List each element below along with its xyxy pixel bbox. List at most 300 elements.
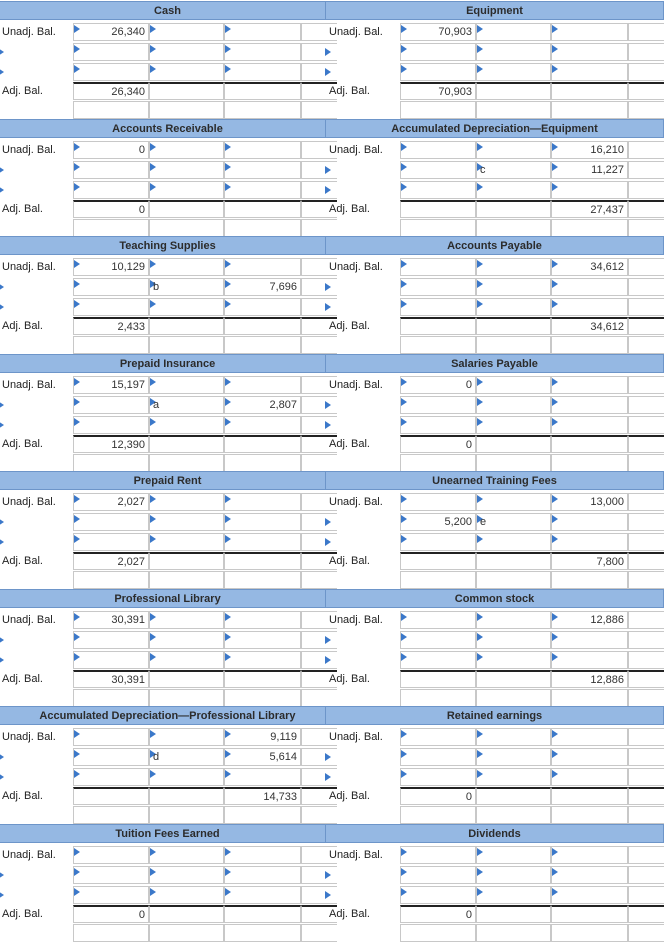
- prepaid-rent-adj-entry-c2-input[interactable]: [149, 513, 224, 531]
- accounts-payable-adj-entry-c3-input[interactable]: [551, 278, 628, 296]
- dividends-adj-entry2-c3-input[interactable]: [551, 886, 628, 904]
- dividends-unadj-c3-input[interactable]: [551, 846, 628, 864]
- tuition-fees-earned-adjbal-c1-input[interactable]: [73, 905, 149, 923]
- unearned-training-fees-adj-entry-c1-input[interactable]: [400, 513, 476, 531]
- common-stock-adj-entry2-c2-input[interactable]: [476, 651, 551, 669]
- unearned-training-fees-trail-c2-input[interactable]: [476, 571, 551, 589]
- accumulated-depreciation-professional-library-adj-entry-c3-input[interactable]: [224, 748, 301, 766]
- retained-earnings-trail-c2-input[interactable]: [476, 806, 551, 824]
- equipment-trail-c4-input[interactable]: [628, 101, 664, 119]
- common-stock-adj-entry2-c3-input[interactable]: [551, 651, 628, 669]
- dropdown-marker-icon: [150, 535, 156, 543]
- dividends-adjbal-c2-input[interactable]: [476, 905, 551, 923]
- teaching-supplies-adjbal-c2-input[interactable]: [149, 317, 224, 335]
- adj-bal-row: [325, 786, 664, 806]
- teaching-supplies-adj-entry2-c1-input[interactable]: [73, 298, 149, 316]
- equipment-adj-entry2-c2-input[interactable]: [476, 63, 551, 81]
- accounts-receivable-adjbal-c3-input[interactable]: [224, 200, 301, 218]
- dividends-adj-entry2-c1-input[interactable]: [400, 886, 476, 904]
- teaching-supplies-adjbal-c1-input[interactable]: [73, 317, 149, 335]
- dividends-trail-c1-input[interactable]: [400, 924, 476, 942]
- salaries-payable-adj-entry-c4-input[interactable]: [628, 396, 664, 414]
- accounts-payable-trail-c2-input[interactable]: [476, 336, 551, 354]
- unearned-training-fees-trail-c1-input[interactable]: [400, 571, 476, 589]
- accounts-payable-trail-c1-input[interactable]: [400, 336, 476, 354]
- common-stock-unadj-c2-input[interactable]: [476, 611, 551, 629]
- salaries-payable-trail-c1-input[interactable]: [400, 454, 476, 472]
- salaries-payable-adj-entry-c1-input[interactable]: [400, 396, 476, 414]
- tuition-fees-earned-trail-c1-input[interactable]: [73, 924, 149, 942]
- dividends-adj-entry-c1-input[interactable]: [400, 866, 476, 884]
- accumulated-depreciation-equipment-trail-c4-input[interactable]: [628, 219, 664, 237]
- dividends-trail-c4-input[interactable]: [628, 924, 664, 942]
- dropdown-marker-icon: [325, 538, 331, 546]
- accumulated-depreciation-professional-library-adj-entry-c2-input[interactable]: [149, 748, 224, 766]
- professional-library-adjbal-c3-input[interactable]: [224, 670, 301, 688]
- prepaid-rent-adj-entry2-c2-input[interactable]: [149, 533, 224, 551]
- retained-earnings-unadj-c1-input[interactable]: [400, 728, 476, 746]
- dropdown-marker-icon: [150, 25, 156, 33]
- accounts-payable-adj-entry2-c1-input[interactable]: [400, 298, 476, 316]
- prepaid-insurance-unadj-c3-input[interactable]: [224, 376, 301, 394]
- professional-library-adjbal-c1-input[interactable]: [73, 670, 149, 688]
- professional-library-trail-c2-input[interactable]: [149, 689, 224, 707]
- salaries-payable-adj-entry2-c4-input[interactable]: [628, 416, 664, 434]
- tuition-fees-earned-adj-entry-c1-input[interactable]: [73, 866, 149, 884]
- accumulated-depreciation-professional-library-unadj-c2-input[interactable]: [149, 728, 224, 746]
- equipment-adj-entry2-c3-input[interactable]: [551, 63, 628, 81]
- equipment-adjbal-c2-input[interactable]: [476, 82, 551, 100]
- dividends-trail-c2-input[interactable]: [476, 924, 551, 942]
- accumulated-depreciation-professional-library-adj-entry2-c1-input[interactable]: [73, 768, 149, 786]
- accounts-payable-adjbal-c1-input[interactable]: [400, 317, 476, 335]
- retained-earnings-trail-c1-input[interactable]: [400, 806, 476, 824]
- tuition-fees-earned-unadj-c2-input[interactable]: [149, 846, 224, 864]
- prepaid-insurance-adjbal-c2-input[interactable]: [149, 435, 224, 453]
- common-stock-adjbal-c4-input[interactable]: [628, 670, 664, 688]
- retained-earnings-adj-entry-c3-input[interactable]: [551, 748, 628, 766]
- professional-library-adj-entry2-c2-input[interactable]: [149, 651, 224, 669]
- equipment-unadj-c2-input[interactable]: [476, 23, 551, 41]
- teaching-supplies-adj-entry-c2-input[interactable]: [149, 278, 224, 296]
- common-stock-unadj-c4-input[interactable]: [628, 611, 664, 629]
- unearned-training-fees-trail-c3-input[interactable]: [551, 571, 628, 589]
- dropdown-marker-icon: [150, 613, 156, 621]
- accumulated-depreciation-equipment-unadj-c2-input[interactable]: [476, 141, 551, 159]
- cash-unadj-c2-input[interactable]: [149, 23, 224, 41]
- equipment-adj-entry2-c1-input[interactable]: [400, 63, 476, 81]
- accounts-payable-adj-entry2-c3-input[interactable]: [551, 298, 628, 316]
- retained-earnings-adjbal-c4-input[interactable]: [628, 787, 664, 805]
- retained-earnings-adj-entry2-c4-input[interactable]: [628, 768, 664, 786]
- salaries-payable-trail-c3-input[interactable]: [551, 454, 628, 472]
- equipment-adjbal-c3-input[interactable]: [551, 82, 628, 100]
- unearned-training-fees-adj-entry2-c2-input[interactable]: [476, 533, 551, 551]
- retained-earnings-adj-entry2-c1-input[interactable]: [400, 768, 476, 786]
- prepaid-insurance-trail-c2-input[interactable]: [149, 454, 224, 472]
- accumulated-depreciation-equipment-adj-entry2-c3-input[interactable]: [551, 181, 628, 199]
- cash-adj-entry2-c3-input[interactable]: [224, 63, 301, 81]
- accounts-payable-adj-entry-c4-input[interactable]: [628, 278, 664, 296]
- common-stock-adjbal-c1-input[interactable]: [400, 670, 476, 688]
- accumulated-depreciation-equipment-adj-entry-c1-input[interactable]: [400, 161, 476, 179]
- professional-library-adj-entry-c1-input[interactable]: [73, 631, 149, 649]
- equipment-adj-entry-c2-input[interactable]: [476, 43, 551, 61]
- dividends-adj-entry2-c4-input[interactable]: [628, 886, 664, 904]
- cash-adj-entry-c3-input[interactable]: [224, 43, 301, 61]
- retained-earnings-adj-entry-c2-input[interactable]: [476, 748, 551, 766]
- prepaid-rent-unadj-c2-input[interactable]: [149, 493, 224, 511]
- cash-adjbal-c3-input[interactable]: [224, 82, 301, 100]
- common-stock-adjbal-c2-input[interactable]: [476, 670, 551, 688]
- unearned-training-fees-unadj-c2-input[interactable]: [476, 493, 551, 511]
- professional-library-adjbal-c2-input[interactable]: [149, 670, 224, 688]
- dividends-unadj-c4-input[interactable]: [628, 846, 664, 864]
- accounts-payable-trail-c3-input[interactable]: [551, 336, 628, 354]
- accumulated-depreciation-equipment-adj-entry-c3-input[interactable]: [551, 161, 628, 179]
- dropdown-marker-icon: [150, 143, 156, 151]
- unearned-training-fees-adj-entry-c2-input[interactable]: [476, 513, 551, 531]
- unearned-training-fees-adjbal-c4-input[interactable]: [628, 552, 664, 570]
- equipment-unadj-c3-input[interactable]: [551, 23, 628, 41]
- teaching-supplies-adj-entry-c3-input[interactable]: [224, 278, 301, 296]
- accumulated-depreciation-equipment-trail-c2-input[interactable]: [476, 219, 551, 237]
- retained-earnings-adj-entry-c4-input[interactable]: [628, 748, 664, 766]
- retained-earnings-unadj-c2-input[interactable]: [476, 728, 551, 746]
- professional-library-adj-entry2-c1-input[interactable]: [73, 651, 149, 669]
- salaries-payable-adj-entry2-c3-input[interactable]: [551, 416, 628, 434]
- equipment-adjbal-c1-input[interactable]: [400, 82, 476, 100]
- retained-earnings-trail-c3-input[interactable]: [551, 806, 628, 824]
- dividends-adjbal-c1-input[interactable]: [400, 905, 476, 923]
- accounts-receivable-unadj-c1-input[interactable]: [73, 141, 149, 159]
- prepaid-rent-unadj-c3-input[interactable]: [224, 493, 301, 511]
- prepaid-insurance-adj-entry2-c1-input[interactable]: [73, 416, 149, 434]
- accumulated-depreciation-equipment-adj-entry2-c4-input[interactable]: [628, 181, 664, 199]
- accumulated-depreciation-equipment-unadj-c4-input[interactable]: [628, 141, 664, 159]
- accounts-receivable-adjbal-c1-input[interactable]: [73, 200, 149, 218]
- prepaid-rent-trail-c1-input[interactable]: [73, 571, 149, 589]
- prepaid-rent-adj-entry2-c3-input[interactable]: [224, 533, 301, 551]
- salaries-payable-trail-c2-input[interactable]: [476, 454, 551, 472]
- common-stock-adj-entry-c3-input[interactable]: [551, 631, 628, 649]
- teaching-supplies-adjbal-c3-input[interactable]: [224, 317, 301, 335]
- equipment-trail-c2-input[interactable]: [476, 101, 551, 119]
- salaries-payable-adjbal-c1-input[interactable]: [400, 435, 476, 453]
- equipment-adj-entry-c4-input[interactable]: [628, 43, 664, 61]
- prepaid-rent-trail-c2-input[interactable]: [149, 571, 224, 589]
- dropdown-marker-icon: [74, 848, 80, 856]
- dropdown-marker-icon: [552, 418, 558, 426]
- professional-library-adj-entry-c3-input[interactable]: [224, 631, 301, 649]
- accounts-payable-adjbal-c2-input[interactable]: [476, 317, 551, 335]
- equipment-adj-entry2-c4-input[interactable]: [628, 63, 664, 81]
- prepaid-insurance-unadj-c1-input[interactable]: [73, 376, 149, 394]
- amount-value: 13,000: [590, 496, 624, 508]
- prepaid-insurance-adj-entry-c2-input[interactable]: [149, 396, 224, 414]
- dividends-adj-entry2-c2-input[interactable]: [476, 886, 551, 904]
- retained-earnings-adj-entry-c1-input[interactable]: [400, 748, 476, 766]
- dividends-trail-c3-input[interactable]: [551, 924, 628, 942]
- equipment-trail-c3-input[interactable]: [551, 101, 628, 119]
- adjustment-letter: c: [480, 163, 486, 176]
- teaching-supplies-adj-entry2-c3-input[interactable]: [224, 298, 301, 316]
- accumulated-depreciation-equipment-adjbal-c1-input[interactable]: [400, 200, 476, 218]
- cash-adj-entry-c2-input[interactable]: [149, 43, 224, 61]
- accounts-receivable-trail-c2-input[interactable]: [149, 219, 224, 237]
- retained-earnings-unadj-c3-input[interactable]: [551, 728, 628, 746]
- salaries-payable-adjbal-c2-input[interactable]: [476, 435, 551, 453]
- accounts-payable-unadj-c3-input[interactable]: [551, 258, 628, 276]
- prepaid-insurance-adj-entry-c1-input[interactable]: [73, 396, 149, 414]
- salaries-payable-unadj-c3-input[interactable]: [551, 376, 628, 394]
- dividends-adjbal-c3-input[interactable]: [551, 905, 628, 923]
- prepaid-rent-adj-entry2-c1-input[interactable]: [73, 533, 149, 551]
- unearned-training-fees-adj-entry2-c3-input[interactable]: [551, 533, 628, 551]
- common-stock-unadj-c1-input[interactable]: [400, 611, 476, 629]
- teaching-supplies-unadj-c2-input[interactable]: [149, 258, 224, 276]
- retained-earnings-adj-entry2-c3-input[interactable]: [551, 768, 628, 786]
- accounts-receivable-adj-entry-c2-input[interactable]: [149, 161, 224, 179]
- common-stock-trail-c4-input[interactable]: [628, 689, 664, 707]
- prepaid-insurance-trail-c1-input[interactable]: [73, 454, 149, 472]
- retained-earnings-adjbal-c3-input[interactable]: [551, 787, 628, 805]
- accounts-payable-adjbal-c4-input[interactable]: [628, 317, 664, 335]
- cash-trail-c1-input[interactable]: [73, 101, 149, 119]
- accounts-receivable-adj-entry2-c3-input[interactable]: [224, 181, 301, 199]
- accounts-payable-unadj-c1-input[interactable]: [400, 258, 476, 276]
- accumulated-depreciation-professional-library-adjbal-c1-input[interactable]: [73, 787, 149, 805]
- accumulated-depreciation-equipment-trail-c3-input[interactable]: [551, 219, 628, 237]
- cash-adj-entry2-c2-input[interactable]: [149, 63, 224, 81]
- accumulated-depreciation-professional-library-adjbal-c3-input[interactable]: [224, 787, 301, 805]
- unearned-training-fees-adj-entry2-c1-input[interactable]: [400, 533, 476, 551]
- common-stock-unadj-c3-input[interactable]: [551, 611, 628, 629]
- cash-adjbal-c2-input[interactable]: [149, 82, 224, 100]
- accumulated-depreciation-equipment-adjbal-c4-input[interactable]: [628, 200, 664, 218]
- accumulated-depreciation-equipment-adj-entry-c2-input[interactable]: [476, 161, 551, 179]
- prepaid-rent-adj-entry-c1-input[interactable]: [73, 513, 149, 531]
- accumulated-depreciation-equipment-unadj-c3-input[interactable]: [551, 141, 628, 159]
- accumulated-depreciation-equipment-adj-entry2-c1-input[interactable]: [400, 181, 476, 199]
- salaries-payable-unadj-c4-input[interactable]: [628, 376, 664, 394]
- salaries-payable-trail-c4-input[interactable]: [628, 454, 664, 472]
- common-stock-adj-entry2-c1-input[interactable]: [400, 651, 476, 669]
- accumulated-depreciation-equipment-adj-entry2-c2-input[interactable]: [476, 181, 551, 199]
- common-stock-adj-entry2-c4-input[interactable]: [628, 651, 664, 669]
- accumulated-depreciation-professional-library-adjbal-c2-input[interactable]: [149, 787, 224, 805]
- accumulated-depreciation-professional-library-unadj-c1-input[interactable]: [73, 728, 149, 746]
- teaching-supplies-adj-entry2-c2-input[interactable]: [149, 298, 224, 316]
- common-stock-adj-entry-c2-input[interactable]: [476, 631, 551, 649]
- common-stock-trail-c3-input[interactable]: [551, 689, 628, 707]
- accumulated-depreciation-professional-library-adj-entry2-c3-input[interactable]: [224, 768, 301, 786]
- unearned-training-fees-unadj-c1-input[interactable]: [400, 493, 476, 511]
- equipment-adj-entry-c3-input[interactable]: [551, 43, 628, 61]
- teaching-supplies-trail-c1-input[interactable]: [73, 336, 149, 354]
- unearned-training-fees-adjbal-c1-input[interactable]: [400, 552, 476, 570]
- retained-earnings-trail-c4-input[interactable]: [628, 806, 664, 824]
- teaching-supplies-unadj-c1-input[interactable]: [73, 258, 149, 276]
- prepaid-insurance-adjbal-c1-input[interactable]: [73, 435, 149, 453]
- unadj-label: Unadj. Bal.: [2, 261, 56, 273]
- accounts-payable-adj-entry-c1-input[interactable]: [400, 278, 476, 296]
- salaries-payable-adj-entry-c2-input[interactable]: [476, 396, 551, 414]
- accounts-receivable-adj-entry-c3-input[interactable]: [224, 161, 301, 179]
- amount-value: 2,027: [117, 556, 145, 568]
- dividends-adj-entry-c4-input[interactable]: [628, 866, 664, 884]
- dividends-unadj-c2-input[interactable]: [476, 846, 551, 864]
- tuition-fees-earned-adjbal-c2-input[interactable]: [149, 905, 224, 923]
- tuition-fees-earned-unadj-c1-input[interactable]: [73, 846, 149, 864]
- accumulated-depreciation-professional-library-trail-c2-input[interactable]: [149, 806, 224, 824]
- accumulated-depreciation-professional-library-trail-c3-input[interactable]: [224, 806, 301, 824]
- tuition-fees-earned-unadj-c3-input[interactable]: [224, 846, 301, 864]
- adjustment-row: [325, 865, 664, 885]
- unearned-training-fees-trail-c4-input[interactable]: [628, 571, 664, 589]
- accounts-payable-adj-entry-c2-input[interactable]: [476, 278, 551, 296]
- cash-adjbal-c1-input[interactable]: [73, 82, 149, 100]
- retained-earnings-adj-entry2-c2-input[interactable]: [476, 768, 551, 786]
- cash-adj-entry2-c1-input[interactable]: [73, 63, 149, 81]
- t-account-cash: [0, 1, 337, 118]
- tuition-fees-earned-trail-c2-input[interactable]: [149, 924, 224, 942]
- prepaid-insurance-unadj-c2-input[interactable]: [149, 376, 224, 394]
- common-stock-adjbal-c3-input[interactable]: [551, 670, 628, 688]
- unearned-training-fees-adj-entry-c4-input[interactable]: [628, 513, 664, 531]
- tuition-fees-earned-adj-entry2-c3-input[interactable]: [224, 886, 301, 904]
- accumulated-depreciation-professional-library-adj-entry-c1-input[interactable]: [73, 748, 149, 766]
- retained-earnings-adjbal-c1-input[interactable]: [400, 787, 476, 805]
- prepaid-insurance-adjbal-c3-input[interactable]: [224, 435, 301, 453]
- accounts-payable-trail-c4-input[interactable]: [628, 336, 664, 354]
- professional-library-unadj-c2-input[interactable]: [149, 611, 224, 629]
- accounts-receivable-adj-entry-c1-input[interactable]: [73, 161, 149, 179]
- dropdown-marker-icon: [74, 770, 80, 778]
- cash-trail-c2-input[interactable]: [149, 101, 224, 119]
- accounts-payable-adj-entry2-c4-input[interactable]: [628, 298, 664, 316]
- dividends-adj-entry-c2-input[interactable]: [476, 866, 551, 884]
- dividends-unadj-c1-input[interactable]: [400, 846, 476, 864]
- equipment-adjbal-c4-input[interactable]: [628, 82, 664, 100]
- salaries-payable-adj-entry2-c2-input[interactable]: [476, 416, 551, 434]
- unearned-training-fees-adjbal-c2-input[interactable]: [476, 552, 551, 570]
- prepaid-rent-adjbal-c3-input[interactable]: [224, 552, 301, 570]
- tuition-fees-earned-adj-entry2-c1-input[interactable]: [73, 886, 149, 904]
- salaries-payable-adj-entry2-c1-input[interactable]: [400, 416, 476, 434]
- dividends-adjbal-c4-input[interactable]: [628, 905, 664, 923]
- professional-library-unadj-c1-input[interactable]: [73, 611, 149, 629]
- teaching-supplies-trail-c2-input[interactable]: [149, 336, 224, 354]
- equipment-unadj-c1-input[interactable]: [400, 23, 476, 41]
- common-stock-adj-entry-c4-input[interactable]: [628, 631, 664, 649]
- accumulated-depreciation-equipment-trail-c1-input[interactable]: [400, 219, 476, 237]
- salaries-payable-adj-entry-c3-input[interactable]: [551, 396, 628, 414]
- prepaid-rent-adj-entry-c3-input[interactable]: [224, 513, 301, 531]
- dropdown-marker-icon: [477, 25, 483, 33]
- accumulated-depreciation-equipment-adj-entry-c4-input[interactable]: [628, 161, 664, 179]
- accumulated-depreciation-equipment-unadj-c1-input[interactable]: [400, 141, 476, 159]
- t-account-title: Accounts Payable: [325, 236, 664, 255]
- salaries-payable-unadj-c1-input[interactable]: [400, 376, 476, 394]
- prepaid-rent-trail-c3-input[interactable]: [224, 571, 301, 589]
- accounts-receivable-adj-entry2-c2-input[interactable]: [149, 181, 224, 199]
- teaching-supplies-adj-entry-c1-input[interactable]: [73, 278, 149, 296]
- accounts-payable-unadj-c2-input[interactable]: [476, 258, 551, 276]
- professional-library-unadj-c3-input[interactable]: [224, 611, 301, 629]
- dropdown-marker-icon: [477, 730, 483, 738]
- accounts-receivable-unadj-c2-input[interactable]: [149, 141, 224, 159]
- prepaid-insurance-adj-entry-c3-input[interactable]: [224, 396, 301, 414]
- tuition-fees-earned-adjbal-c3-input[interactable]: [224, 905, 301, 923]
- accounts-receivable-unadj-c3-input[interactable]: [224, 141, 301, 159]
- accumulated-depreciation-equipment-adjbal-c2-input[interactable]: [476, 200, 551, 218]
- tuition-fees-earned-adj-entry-c2-input[interactable]: [149, 866, 224, 884]
- prepaid-insurance-adj-entry2-c3-input[interactable]: [224, 416, 301, 434]
- professional-library-trail-c1-input[interactable]: [73, 689, 149, 707]
- accumulated-depreciation-professional-library-adj-entry2-c2-input[interactable]: [149, 768, 224, 786]
- retained-earnings-unadj-c4-input[interactable]: [628, 728, 664, 746]
- prepaid-insurance-trail-c3-input[interactable]: [224, 454, 301, 472]
- teaching-supplies-trail-c3-input[interactable]: [224, 336, 301, 354]
- salaries-payable-unadj-c2-input[interactable]: [476, 376, 551, 394]
- salaries-payable-adjbal-c4-input[interactable]: [628, 435, 664, 453]
- cash-unadj-c3-input[interactable]: [224, 23, 301, 41]
- accounts-receivable-adjbal-c2-input[interactable]: [149, 200, 224, 218]
- prepaid-insurance-adj-entry2-c2-input[interactable]: [149, 416, 224, 434]
- retained-earnings-adjbal-c2-input[interactable]: [476, 787, 551, 805]
- accounts-receivable-adj-entry2-c1-input[interactable]: [73, 181, 149, 199]
- accounts-payable-unadj-c4-input[interactable]: [628, 258, 664, 276]
- prepaid-rent-unadj-c1-input[interactable]: [73, 493, 149, 511]
- common-stock-adj-entry-c1-input[interactable]: [400, 631, 476, 649]
- dividends-adj-entry-c3-input[interactable]: [551, 866, 628, 884]
- common-stock-trail-c1-input[interactable]: [400, 689, 476, 707]
- prepaid-rent-adjbal-c1-input[interactable]: [73, 552, 149, 570]
- professional-library-adj-entry-c2-input[interactable]: [149, 631, 224, 649]
- salaries-payable-adjbal-c3-input[interactable]: [551, 435, 628, 453]
- unearned-training-fees-adj-entry-c3-input[interactable]: [551, 513, 628, 531]
- unearned-training-fees-adj-entry2-c4-input[interactable]: [628, 533, 664, 551]
- adj-bal-row: [0, 551, 337, 571]
- accounts-receivable-trail-c3-input[interactable]: [224, 219, 301, 237]
- accounts-receivable-trail-c1-input[interactable]: [73, 219, 149, 237]
- cash-unadj-c1-input[interactable]: [73, 23, 149, 41]
- unadj-row: [0, 727, 337, 747]
- unearned-training-fees-unadj-c4-input[interactable]: [628, 493, 664, 511]
- professional-library-adj-entry2-c3-input[interactable]: [224, 651, 301, 669]
- cash-adj-entry-c1-input[interactable]: [73, 43, 149, 61]
- teaching-supplies-unadj-c3-input[interactable]: [224, 258, 301, 276]
- equipment-adj-entry-c1-input[interactable]: [400, 43, 476, 61]
- tuition-fees-earned-adj-entry2-c2-input[interactable]: [149, 886, 224, 904]
- unearned-training-fees-adjbal-c3-input[interactable]: [551, 552, 628, 570]
- accounts-payable-adj-entry2-c2-input[interactable]: [476, 298, 551, 316]
- accumulated-depreciation-professional-library-unadj-c3-input[interactable]: [224, 728, 301, 746]
- equipment-unadj-c4-input[interactable]: [628, 23, 664, 41]
- common-stock-trail-c2-input[interactable]: [476, 689, 551, 707]
- equipment-trail-c1-input[interactable]: [400, 101, 476, 119]
- accumulated-depreciation-professional-library-trail-c1-input[interactable]: [73, 806, 149, 824]
- unearned-training-fees-unadj-c3-input[interactable]: [551, 493, 628, 511]
- accumulated-depreciation-equipment-adjbal-c3-input[interactable]: [551, 200, 628, 218]
- cash-trail-c3-input[interactable]: [224, 101, 301, 119]
- accounts-payable-adjbal-c3-input[interactable]: [551, 317, 628, 335]
- professional-library-trail-c3-input[interactable]: [224, 689, 301, 707]
- prepaid-rent-adjbal-c2-input[interactable]: [149, 552, 224, 570]
- tuition-fees-earned-adj-entry-c3-input[interactable]: [224, 866, 301, 884]
- tuition-fees-earned-trail-c3-input[interactable]: [224, 924, 301, 942]
